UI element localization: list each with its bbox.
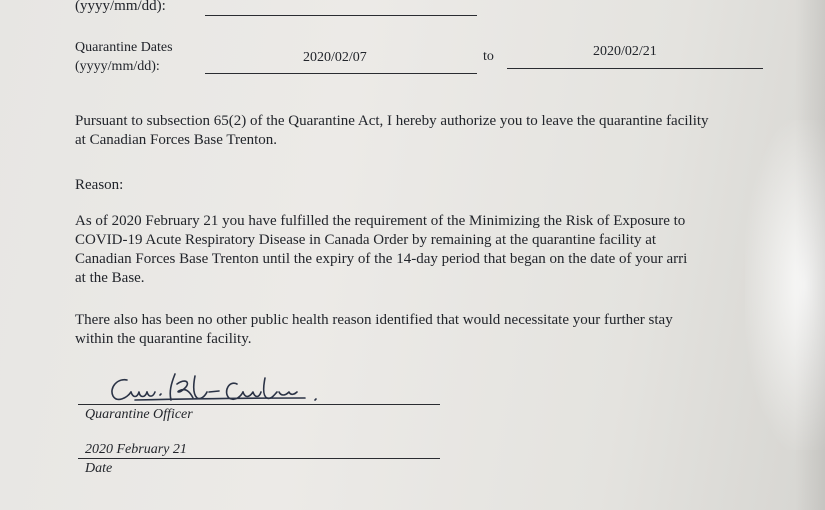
reason-heading: Reason: — [75, 177, 124, 193]
reason-line-2: COVID-19 Acute Respiratory Disease in Canada Order by remaining at the quarantine facility at — [75, 232, 657, 248]
officer-title: Quarantine Officer — [85, 407, 193, 422]
authorization-line-1: Pursuant to subsection 65(2) of the Quarantine Act, I hereby authorize you to leave the quarantine facility — [75, 113, 709, 129]
end-date-underline — [507, 68, 763, 69]
end-date-value: 2020/02/21 — [593, 44, 657, 59]
reason-line-1: As of 2020 February 21 you have fulfilled the requirement of the Minimizing the Risk of Exposure to — [75, 213, 686, 229]
start-date-value: 2020/02/07 — [303, 50, 367, 65]
start-date-underline — [205, 73, 477, 74]
signed-date-value: 2020 February 21 — [85, 442, 187, 457]
signed-date-underline — [78, 458, 440, 459]
top-date-label: (yyyy/mm/dd): — [75, 0, 166, 14]
date-label: Date — [85, 461, 113, 476]
reason-line-4: at the Base. — [75, 270, 145, 286]
additional-reason-line-1: There also has been no other public health reason identified that would necessitate your further stay — [75, 312, 673, 328]
quarantine-dates-label: Quarantine Dates — [75, 40, 173, 55]
additional-reason-line-2: within the quarantine facility. — [75, 331, 252, 347]
quarantine-dates-format-label: (yyyy/mm/dd): — [75, 59, 160, 74]
top-date-underline — [205, 15, 477, 16]
signature-underline — [78, 404, 440, 405]
date-separator: to — [483, 49, 494, 64]
reason-line-3: Canadian Forces Base Trenton until the expiry of the 14-day period that began on the date of your arri — [75, 251, 688, 267]
authorization-line-2: at Canadian Forces Base Trenton. — [75, 132, 278, 148]
